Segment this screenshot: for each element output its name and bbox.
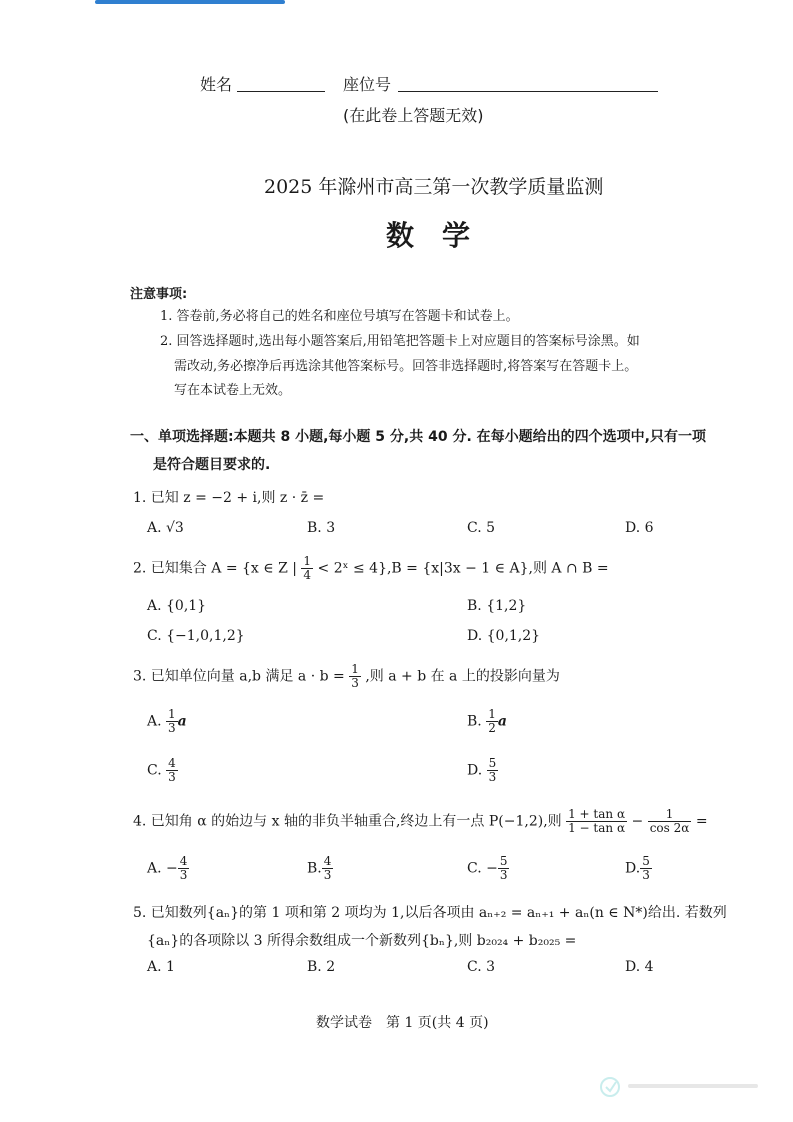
q3-stem-pre: 3. 已知单位向量 a,b 满足 a · b = bbox=[133, 668, 345, 685]
q4-option-a: A. − $\frac{4}{3}$ bbox=[147, 854, 188, 882]
seat-label: 座位号 bbox=[343, 75, 392, 94]
q3-fraction: $\frac{1}{3}$ bbox=[351, 662, 359, 690]
q2-stem-post: < 2ˣ ≤ 4},B = {x|3x − 1 ∈ A},则 A ∩ B = bbox=[317, 560, 609, 577]
q2-option-c: C. {−1,0,1,2} bbox=[147, 628, 245, 644]
q3-option-b: B. $\frac{1}{2}$ a bbox=[467, 707, 507, 735]
notice-item-2a: 2. 回答选择题时,选出每小题答案后,用铅笔把答题卡上对应题目的答案标号涂黑。如 bbox=[160, 334, 640, 349]
q5-option-d: D. 4 bbox=[625, 959, 654, 975]
q1-option-a: A. √3 bbox=[147, 520, 184, 536]
name-field[interactable] bbox=[237, 91, 325, 92]
exam-title: 2025 年滁州市高三第一次教学质量监测 bbox=[264, 176, 604, 198]
page-footer: 数学试卷 第 1 页(共 4 页) bbox=[316, 1015, 489, 1031]
scan-edge-bar bbox=[95, 0, 285, 4]
notice-item-1: 1. 答卷前,务必将自己的姓名和座位号填写在答题卡和试卷上。 bbox=[160, 309, 519, 324]
q5-line2: {aₙ}的各项除以 3 所得余数组成一个新数列{bₙ},则 b₂₀₂₄ + b₂₀₂₅ = bbox=[147, 933, 577, 949]
section1-line2: 是符合题目要求的. bbox=[153, 457, 271, 473]
q2-option-d: D. {0,1,2} bbox=[467, 628, 541, 644]
notice-item-2c: 写在本试卷上无效。 bbox=[174, 383, 292, 398]
notice-heading: 注意事项: bbox=[130, 287, 188, 302]
invalid-note: (在此卷上答题无效) bbox=[343, 106, 484, 125]
watermark-logo-icon bbox=[590, 1072, 770, 1102]
subject-title: 数学 bbox=[386, 219, 499, 252]
q2-stem-pre: 2. 已知集合 A = {x ∈ Z | bbox=[133, 560, 297, 577]
q5-option-b: B. 2 bbox=[307, 959, 336, 975]
q5-line1: 5. 已知数列{aₙ}的第 1 项和第 2 项均为 1,以后各项由 aₙ₊₂ = aₙ₊₁ + aₙ(n ∈ N*)给出. 若数列 bbox=[133, 905, 727, 921]
q2-option-a: A. {0,1} bbox=[147, 598, 207, 614]
q2-fraction: $\frac{1}{4}$ bbox=[303, 554, 312, 582]
q1-option-b: B. 3 bbox=[307, 520, 336, 536]
q1-option-d: D. 6 bbox=[625, 520, 654, 536]
q4-option-b: B. $\frac{4}{3}$ bbox=[307, 854, 332, 882]
q4-stem: 4. 已知角 α 的始边与 x 轴的非负半轴重合,终边上有一点 P(−1,2),则 $\frac{\text{1 + tan α}}{\text{1 − tan α}}$ − $\frac{1}{\cos 2\alpha}$ = bbox=[133, 807, 708, 835]
q2-option-b: B. {1,2} bbox=[467, 598, 527, 614]
q3-option-d: D. $\frac{5}{3}$ bbox=[467, 756, 497, 784]
q2-stem bbox=[133, 555, 609, 582]
q3-stem bbox=[133, 663, 560, 690]
q3-stem-post: ,则 a + b 在 a 上的投影向量为 bbox=[365, 668, 560, 685]
name-label: 姓名 bbox=[200, 75, 233, 94]
seat-field[interactable] bbox=[398, 91, 658, 92]
q4-option-d: D. $\frac{5}{3}$ bbox=[625, 854, 650, 882]
q3-option-a: A. $\frac{1}{3}$ a bbox=[147, 707, 187, 735]
q1-option-c: C. 5 bbox=[467, 520, 496, 536]
q4-option-c: C. − $\frac{5}{3}$ bbox=[467, 854, 508, 882]
q1-stem: 1. 已知 z = −2 + i,则 z · z̄ = bbox=[133, 490, 325, 506]
q4-stem-pre: 4. 已知角 α 的始边与 x 轴的非负半轴重合,终边上有一点 P(−1,2),则 bbox=[133, 813, 562, 830]
section1-line1: 一、单项选择题:本题共 8 小题,每小题 5 分,共 40 分. 在每小题给出的四个选项中,只有一项 bbox=[130, 429, 706, 445]
q5-option-c: C. 3 bbox=[467, 959, 496, 975]
notice-item-2b: 需改动,务必擦净后再选涂其他答案标号。回答非选择题时,将答案写在答题卡上。 bbox=[174, 359, 638, 374]
q3-option-c: C. $\frac{4}{3}$ bbox=[147, 756, 176, 784]
q5-option-a: A. 1 bbox=[147, 959, 175, 975]
